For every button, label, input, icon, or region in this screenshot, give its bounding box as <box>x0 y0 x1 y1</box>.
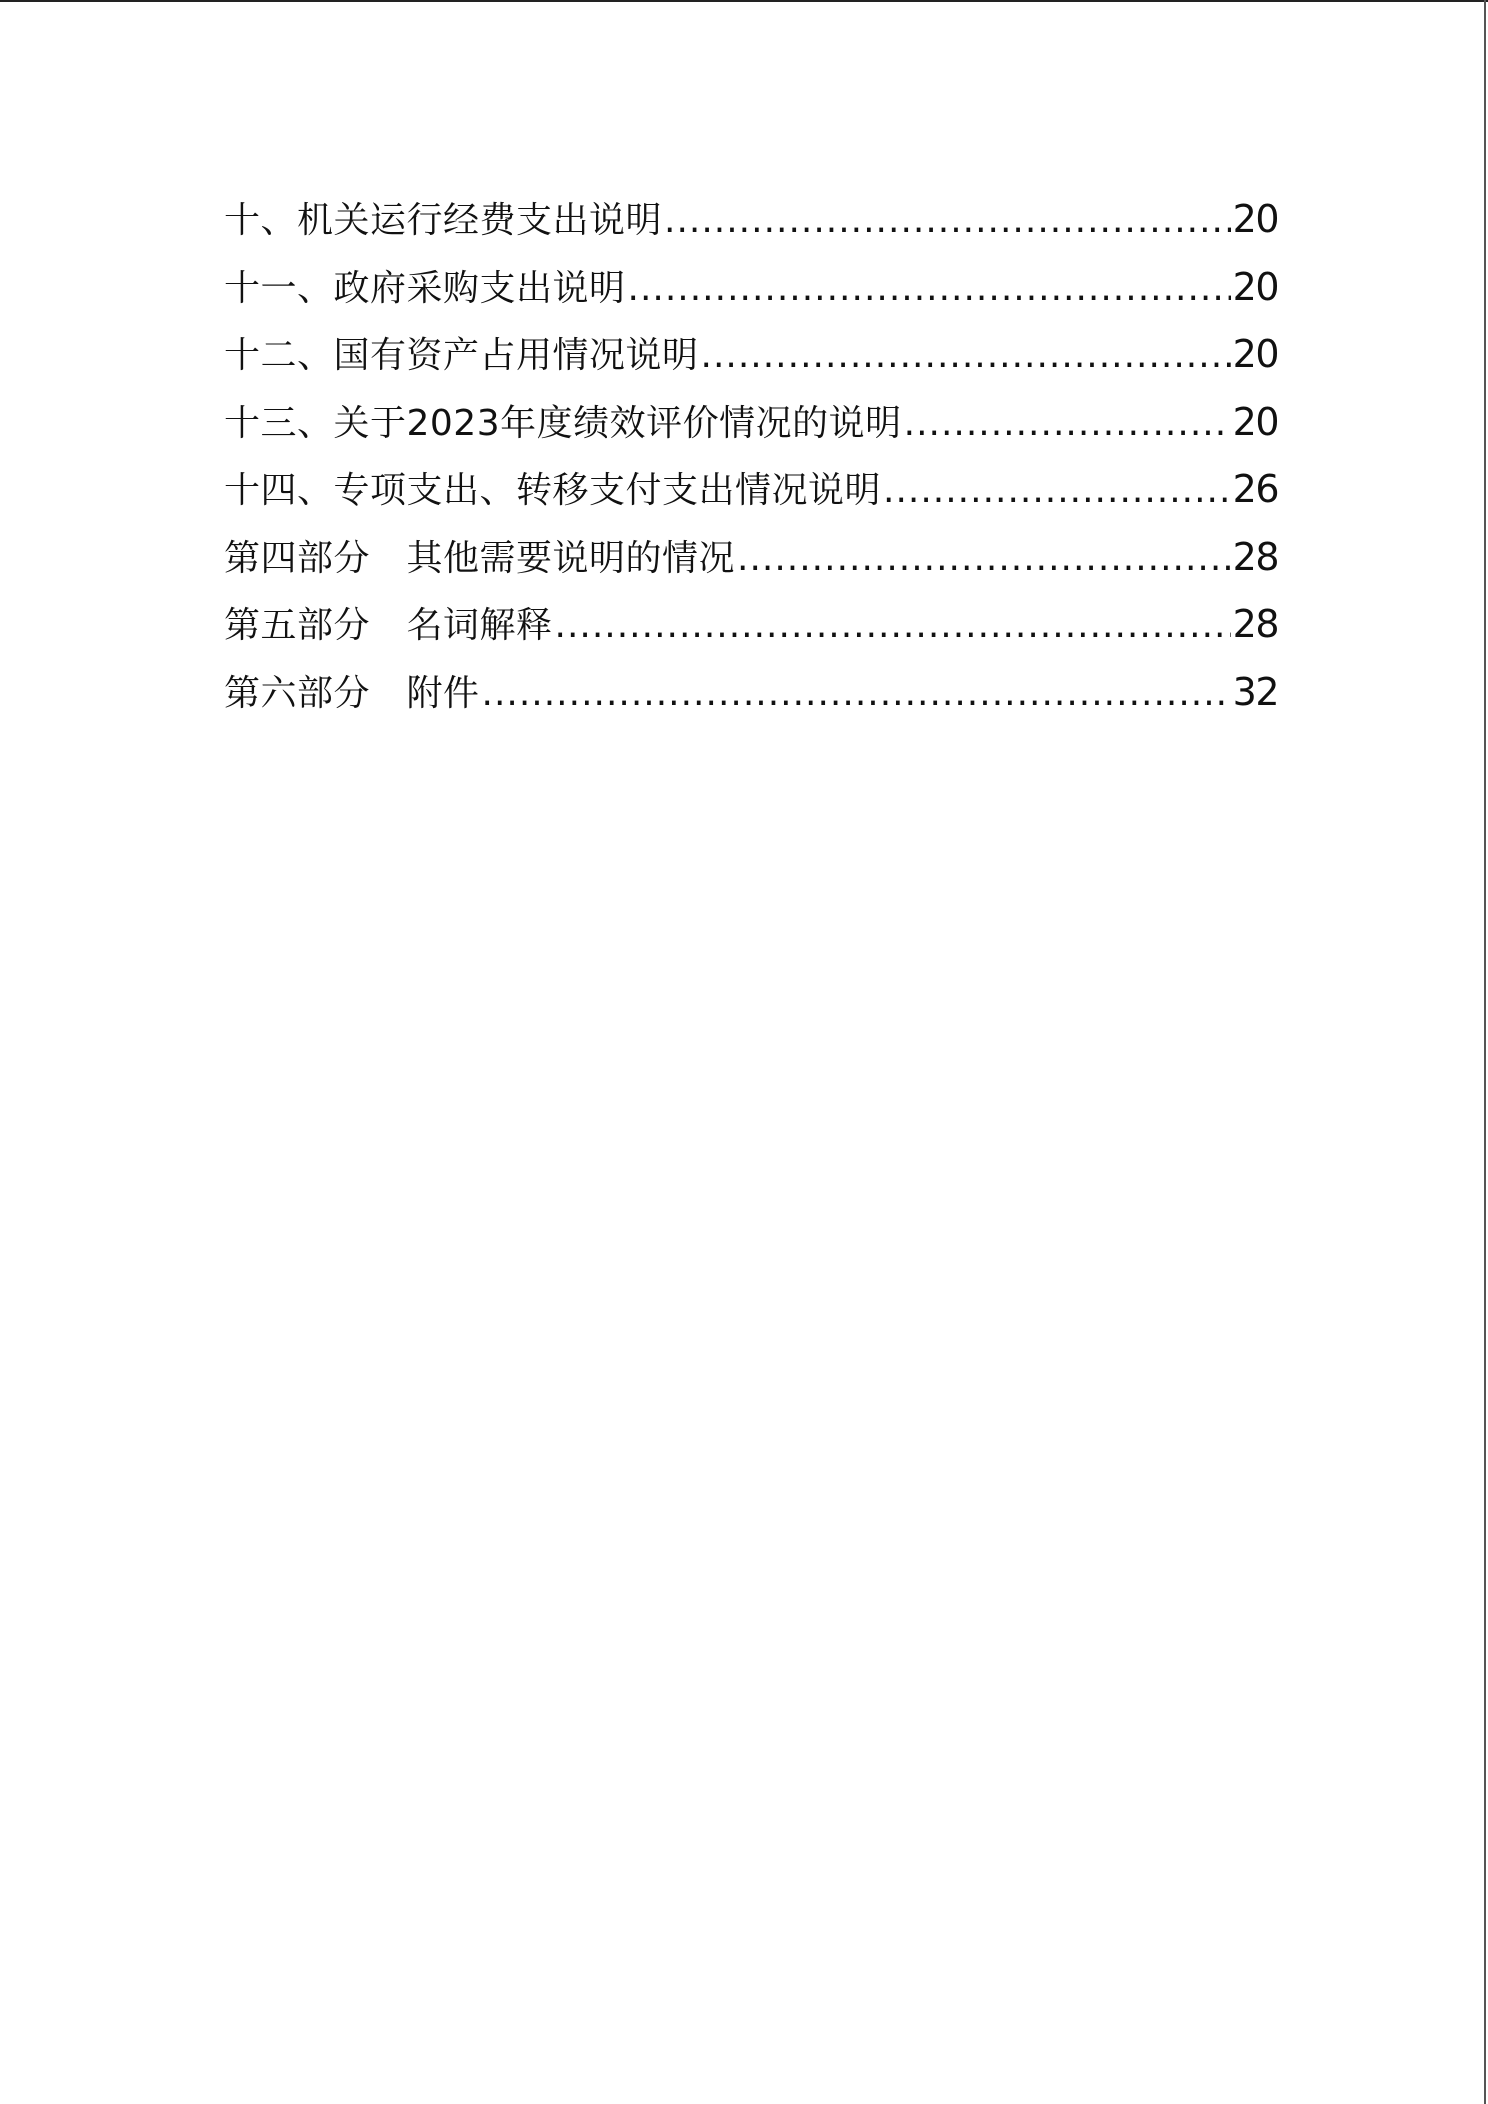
toc-entry-title: 第五部分 名词解释 <box>224 605 553 646</box>
toc-dot-leader <box>701 322 1231 390</box>
toc-page-number: 20 <box>1232 264 1278 309</box>
toc-entry-title: 十、机关运行经费支出说明 <box>224 200 663 241</box>
toc-dot-leader <box>664 187 1231 255</box>
toc-entry[interactable] <box>224 456 1278 524</box>
toc-entry[interactable] <box>224 659 1278 727</box>
toc-entry[interactable] <box>224 591 1278 659</box>
page-top-border <box>0 0 1488 2</box>
toc-dot-leader <box>904 390 1231 458</box>
toc-page-number: 20 <box>1232 399 1278 444</box>
toc-page-number: 28 <box>1232 534 1278 579</box>
toc-entry[interactable] <box>224 321 1278 389</box>
toc-page-number: 20 <box>1232 197 1278 241</box>
toc-dot-leader <box>555 592 1231 660</box>
page-right-border <box>1484 0 1486 2104</box>
toc-page-number: 32 <box>1232 669 1278 714</box>
toc-entry-title: 十二、国有资产占用情况说明 <box>224 335 699 376</box>
toc-dot-leader <box>737 525 1231 593</box>
toc-dot-leader <box>482 660 1231 728</box>
toc-entry-title: 十三、关于2023年度绩效评价情况的说明 <box>224 402 902 444</box>
toc-dot-leader <box>628 255 1231 323</box>
toc-entry-title: 第四部分 其他需要说明的情况 <box>224 537 736 579</box>
toc-entry[interactable] <box>224 524 1278 592</box>
toc-entry[interactable] <box>224 389 1278 457</box>
toc-page-number: 26 <box>1232 467 1278 511</box>
toc-page-number: 28 <box>1232 602 1278 646</box>
toc-entry[interactable] <box>224 186 1278 254</box>
toc-entry-title: 十四、专项支出、转移支付支出情况说明 <box>224 470 882 511</box>
toc-entry[interactable] <box>224 254 1278 322</box>
toc-dot-leader <box>883 457 1231 525</box>
toc-entry-title: 十一、政府采购支出说明 <box>224 267 626 309</box>
toc-page-number: 20 <box>1232 332 1278 376</box>
toc-entry-title: 第六部分 附件 <box>224 672 480 714</box>
table-of-contents <box>224 186 1278 726</box>
